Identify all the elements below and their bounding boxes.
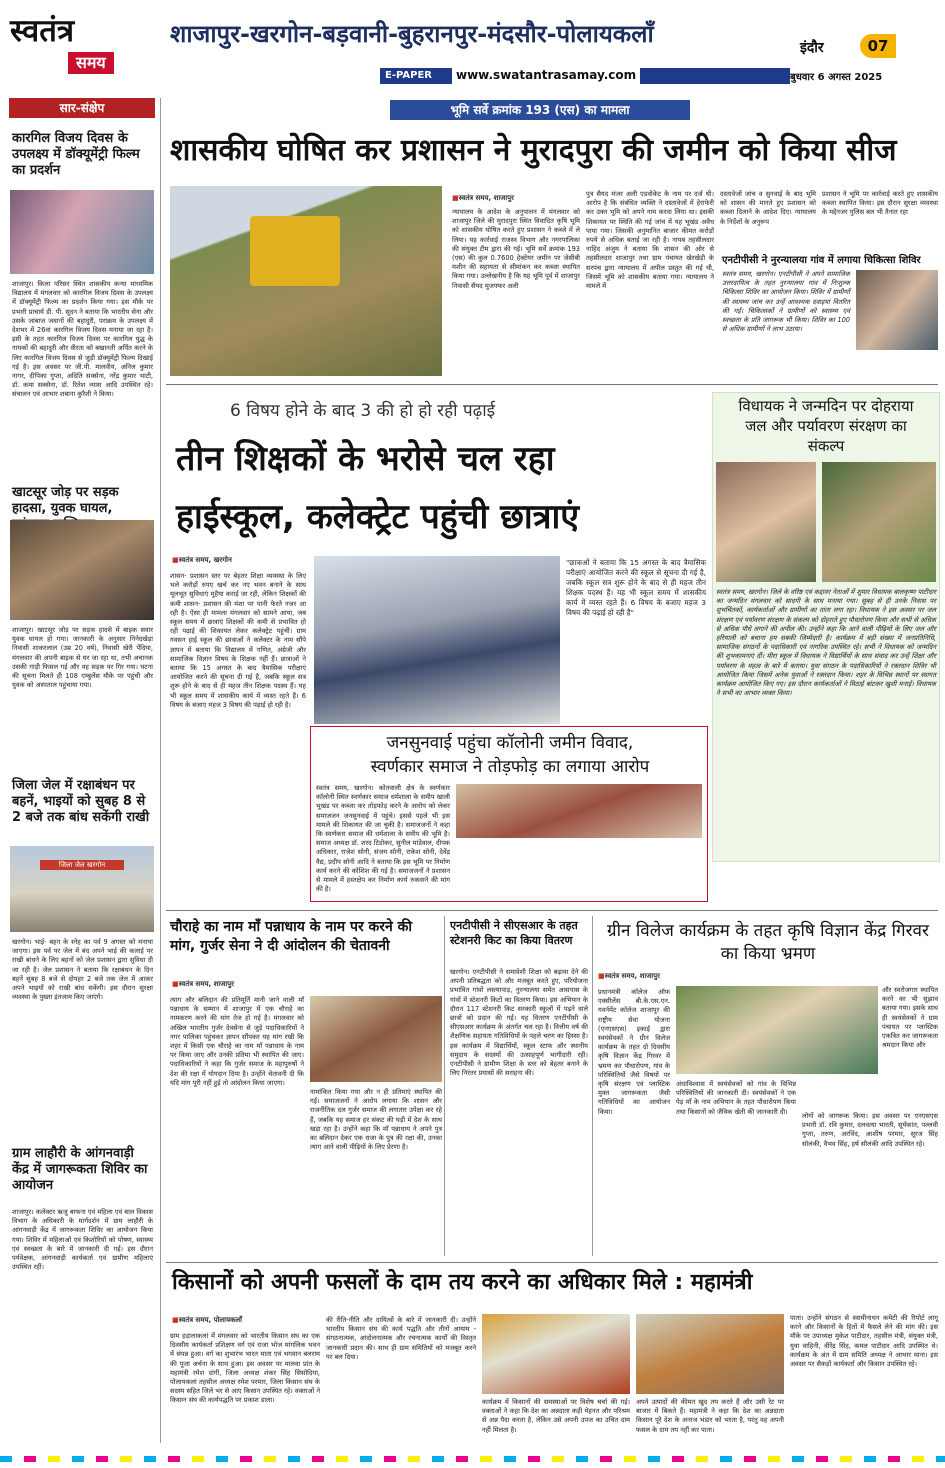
kisan-body-col1: ग्राम हड़ालाकलां में मंगलवार को भारतीय किसान संघ का एक दिवसीय कार्यकर्ता प्रशिक्षण वर्ग एवं राजा भोज मांगलिक भवन में संपन्न हुआ। वर्ग का शुभारंभ भारत माता एवं भगवान बलराम की पूजा अर्चना के साथ हुआ। इस अवसर पर मालवा प्रांत के महामंत्री रमेश दांगी, जिला अध्यक्ष शंकर सिंह सिसोदिया, पोलायकलां तहसील अध्यक्ष रमेश परमार, जिला किसान संघ के सदस्य सहित जिले भर से आए किसान उपस्थित रहे। वक्ताओं ने किसान संघ की कार्यपद्धति पर प्रकाश डाला। (170, 1332, 320, 1405)
mla-body: स्वतंत्र समय, खरगोन। जिले के वरिष्ठ एवं कद्दावर नेताओं में शुमार विधायक बालकृष्ण पाटीदार का जन्मदिन मंगलवार को सादगी के साथ मनाया गया। सुबह से ही उनके निवास पर शुभचिंतकों, कार्यकर्ताओं और ग्रामीणों का तांता लगा रहा। विधायक ने इस अवसर पर जल संरक्षण एवं पर्यावरण संरक्षण के संकल्प को दोहराते हुए पौधारोपण किया और सभी से अधिक से अधिक पौधे लगाने की अपील की। उन्होंने कहा कि आने वाली पीढ़ियों के लिए जल और हरियाली को बचाना हम सबकी जिम्मेदारी है। कार्यक्रम में बड़ी संख्या में जनप्रतिनिधि, सामाजिक संगठनों के पदाधिकारी एवं नागरिक उपस्थित रहे। सभी ने विधायक को जन्मदिन की शुभकामनाएं दीं। मीरा स्कूल में विधायक ने विद्यार्थियों के साथ संवाद कर उन्हें शिक्षा और पर्यावरण के महत्व के बारे में बताया। युवा संगठन के पदाधिकारियों ने रक्तदान शिविर भी आयोजित किया जिसमें अनेक युवाओं ने रक्तदान किया। शहर के विभिन्न स्थानों पर स्वागत कार्यक्रम आयोजित किए गए। इस दौरान कार्यकर्ताओं ने मिठाई बांटकर खुशी मनाई। विधायक ने सभी का आभार व्यक्त किया। (716, 588, 936, 698)
kisan-headline: किसानों को अपनी फसलों के दाम तय करने का अधिकार मिले : महामंत्री (172, 1270, 753, 1295)
rule-col-a (444, 916, 445, 1256)
rule-mid (166, 910, 938, 911)
sidebar-divider (160, 98, 161, 1443)
page-number: 07 (860, 34, 896, 58)
issue-date: बुधवार 6 अगस्त 2025 (790, 72, 883, 83)
kisan-body-col2: की रीति-नीति और दायित्वों के बारे में जानकारी दी। उन्होंने भारतीय किसान संघ की कार्य पद्धति और तीनों आयाम - संगठनात्मक, आंदोलनात्मक और रचनात्मक कार्यों की विस्तृत जानकारी प्रदान की। साथ ही ग्राम समितियों को मजबूत करने पर बल दिया। (326, 1316, 476, 1361)
ntpc-kit-body: खरगोन। एनटीपीसी ने समावेशी शिक्षा को बढ़ावा देने की अपनी प्रतिबद्धता को और मजबूत करते हुए, परियोजना प्रभावित गांवों लस्त्यापाड़, नुरन्यालया समेत आसपास के गांवों में स्टेशनरी किटों का वितरण किया। इस अभियान के दौरान 117 स्टेशनरी किट सरकारी स्कूलों में पढ़ने वाले छात्रों को प्रदान की गईं। यह वितरण एनटीपीसी के सीएसआर कार्यक्रम के अंतर्गत चल रहा है। वित्तीय वर्ष की शैक्षणिक सहायता गतिविधियों के पहले चरण का हिस्सा है। इस कार्यक्रम में विद्यार्थियों, स्कूल स्टाफ और स्थानीय समुदाय के सदस्यों की उत्साहपूर्ण भागीदारी रही। एनटीपीसी ने ग्रामीण शिक्षा के स्तर को बेहतर बनाने के लिए निरंतर प्रयासों की सराहना की। (450, 968, 588, 1078)
sidebar-photo-film (10, 190, 154, 274)
swarnkar-photo (456, 784, 702, 838)
sidebar-title: सार-संक्षेप (9, 98, 155, 118)
ntpc-camp-headline: एनटीपीसी ने नुरन्यालया गांव में लगाया चिकित्सा शिविर (722, 255, 921, 266)
chauraha-headline: चौराहे का नाम माँ पन्नाधाय के नाम पर करने की मांग, गुर्जर सेना ने दी आंदोलन की चेतावनी (170, 919, 413, 954)
sidebar-item-headline: खाटसूर जोड़ पर सड़क हादसा, युवक घायल, (12, 485, 119, 516)
sidebar-item-body: शाजापुर। खाटसूर जोड़ पर सड़क हादसे में बाइक सवार युवक घायल हो गया। जानकारी के अनुसार निनेदखेड़ा निवासी शाकरलाल (उम्र 20 वर्ष), निवासी खेरी पेंदिया, मंगलवार की अपनी बाइक से घर जा रहा था, तभी अचानक उसकी गाड़ी फिसल गई और वह सड़क पर गिर गया। घटना की सूचना मिलते ही 108 एम्बुलेंस मौके पर पहुंची और युवक को अस्पताल पहुंचाया गया। (12, 626, 153, 690)
sidebar-photo-jail (10, 846, 154, 932)
mla-headline: विधायक ने जन्मदिन पर दोहराया जल और पर्यावरण संरक्षण का संकल्प (738, 397, 914, 455)
logo-top: स्वतंत्र (10, 13, 75, 49)
kisan-body-col5: पाता। उन्होंने संगठन से स्वामीनाथन कमेटी की रिपोर्ट लागू करने और किसानों के हितों में फैसले लेने की मांग की। इस मौके पर उपाध्यक्ष मुकेश पाटीदार, तहसील मंत्री, संयुक्त मंत्री, युवा वाहिनी, वीरेंद्र सिंह, कमल पाटीदार आदि उपस्थित थे। कार्यक्रम के अंत में ग्राम समिति अध्यक्ष ने आभार माना। इस अवसर पर सैकड़ों कार्यकर्ता और किसान उपस्थित रहे। (790, 1314, 938, 1369)
green-headline: ग्रीन विलेज कार्यक्रम के तहत कृषि विज्ञान केंद्र गिरवर का किया भ्रमण (607, 921, 929, 964)
lead-photo-jcb (170, 186, 442, 376)
swarnkar-headline-2: स्वर्णकार समाज ने तोड़फोड़ का लगाया आरोप (370, 757, 650, 777)
logo-bottom: समय (68, 52, 114, 74)
rule-col-b (592, 916, 593, 1256)
kisan-body-col3: कार्यक्रम में किसानों की समस्याओं पर विशेष चर्चा की गई। वक्ताओं ने कहा कि देश का अन्नदाता कड़ी मेहनत और परिश्रम से अन्न पैदा करता है, लेकिन उसे अपनी उपज का उचित दाम नहीं मिलता है। (482, 1398, 630, 1434)
city-label: इंदौर (800, 40, 824, 56)
rule-low (166, 1262, 938, 1263)
masthead-logo (10, 14, 160, 76)
website-link[interactable]: www.swatantrasamay.com (452, 66, 640, 84)
lead-kicker: भूमि सर्वे क्रमांक 193 (एस) का मामला (390, 100, 690, 120)
swarnkar-headline-1: जनसुनवाई पहुंचा कॉलोनी जमीन विवाद, (386, 733, 634, 753)
green-photo (676, 986, 878, 1074)
green-body-col4: और स्वरोजगार स्थापित करने का भी सुझाव बताया गया। इसके साथ ही स्वयंसेवकों ने ग्राम पंचायत पर प्लास्टिक एकत्रित कर जागरूकता श्रमदान किया और (882, 986, 938, 1050)
chauraha-body-col1: त्याग और बलिदान की प्रतिमूर्ति मानी जाने वाली माँ पन्नाधाय के सम्मान में शाजापुर में एक चौराहे का नामकरण करने की मांग तेज हो गई है। मंगलवार को अखिल भारतीय गुर्जर देवसेना से जुड़े पदाधिकारियों ने नगर पालिका पहुंचकर ज्ञापन सौंपकर यह मांग रखी कि शहर में किसी एक चौराहे का नाम माँ पन्नाधाय के नाम पर किया जाए और उनकी प्रतिमा भी स्थापित की जाए। पदाधिकारियों ने कहा कि गुर्जर समाज के महापुरुषों ने देश की रक्षा में योगदान दिया है। उन्होंने चेतावनी दी कि यदि मांग पूरी नहीं हुई तो आंदोलन किया जाएगा। (170, 996, 304, 1087)
school-quote: "छात्राओं ने बताया कि 15 अगस्त के बाद त्रैमासिक परीक्षाएं आयोजित करने की स्कूल से सूचना दी गई है, जबकि स्कूल सत्र शुरू होने के बाद से ही महज तीन शिक्षक पदस्थ हैं। यह भी स्कूल समय में शासकीय कार्य में व्यस्त रहते हैं। 6 विषय के बजाए महज 3 विषय की पढ़ाई हो रही है" (566, 558, 706, 617)
lead-byline: ■ स्वतंत्र समय, शाजापुर (452, 194, 514, 203)
registration-strip (0, 1456, 945, 1462)
school-body: शासन- प्रशासन स्तर पर बेहतर शिक्षा व्यवस्था के लिए भले करोड़ों रुपए खर्च कर नए भवन बनाने के साथ मूलभूत सुविधाएं मुहैया कराई जा रही, लेकिन शिक्षकों की कमी शासन- प्रशासन की मंशा पर पानी फेरते नजर आ रही है। ऐसा ही मामला मंगलवार को सामने आया, जब स्कूल समय में छात्राएं शिक्षकों की कमी से प्रभावित हो रही पढ़ाई की शिकायत लेकर कलेक्ट्रेट पहुंचीं। ग्राम गवसन हाई स्कूल की छात्राओं ने कलेक्टर के नाम सौंपे ज्ञापन में बताया कि विद्यालय में गणित, अंग्रेजी और सामाजिक विज्ञान विषय के शिक्षक नहीं हैं। छात्राओं ने बताया कि 15 अगस्त के बाद त्रैमासिक परीक्षाएं आयोजित करने की सूचना दी गई है, जबकि स्कूल सत्र शुरू होने के बाद से ही महज तीन शिक्षक पदस्थ हैं। यह भी स्कूल समय में शासकीय कार्य में व्यस्त रहते हैं। 6 विषय के बजाए महज 3 विषय की पढ़ाई हो रही है। (170, 572, 306, 709)
lead-headline: शासकीय घोषित कर प्रशासन ने मुरादपुरा की जमीन को किया सीज (170, 133, 897, 168)
lead-body-col1: न्यायालय के आदेश के अनुपालन में मंगलवार को शाजापुर जिले की मुरादपुरा स्थित विवादित कृषि भूमि को शासकीय घोषित करते हुए प्रशासन ने कब्जे में ले लिया। यह कार्रवाई राजस्व विभाग और नगरपालिका की संयुक्त टीम द्वारा की गई। भूमि सर्वे क्रमांक 193 (एस) की कुल 0.7600 हेक्टेयर जमीन पर जेसीबी मशीन की सहायता से सीमांकन कर कब्जा स्थापित किया गया। उल्लेखनीय है कि यह भूमि पूर्व में शाजापुर निवासी सैयद मुजफ्फर अली (452, 208, 580, 290)
ntpc-camp-photo (856, 270, 938, 350)
ntpc-camp-body: स्वतंत्र समय, खरगोन। एनटीपीसी ने अपने सामाजिक उत्तरदायित्व के तहत नुरन्यालया गांव में निःशुल्क चिकित्सा शिविर का आयोजन किया। शिविर में ग्रामीणों की स्वास्थ्य जांच कर उन्हें आवश्यक दवाइयां वितरित की गईं। चिकित्सकों ने ग्रामीणों को स्वास्थ्य एवं स्वच्छता के प्रति जागरूक भी किया। शिविर का 100 से अधिक ग्रामीणों ने लाभ उठाया। (722, 270, 850, 334)
chauraha-photo (310, 996, 442, 1082)
kisan-photo-2 (636, 1314, 784, 1394)
sidebar-item-body: शाजापुर। कलेक्टर ऋजु बाफना एवं महिला एवं बाल विकास विभाग के अधिकारी के मार्गदर्शन में ग्राम लाहौरी के आंगनवाड़ी केंद्र में जागरूकता शिविर का आयोजन किया गया। शिविर में महिलाओं एवं किशोरियों को पोषण, स्वास्थ्य एवं स्वच्छता के बारे में जानकारी दी गई। इस दौरान पर्यवेक्षक, आंगनवाड़ी कार्यकर्ता एवं ग्रामीण महिलाएं उपस्थित रहीं। (12, 1208, 153, 1272)
green-body-col1: प्रधानमंत्री कॉलेज ऑफ एक्सीलेंस बी.के.एस.एन. गवर्नमेंट कॉलेज शाजापुर की राष्ट्रीय सेवा योजना (एनएसएस) इकाई द्वारा स्वयंसेवकों ने ग्रीन विलेज कार्यक्रम के तहत दो दिवसीय कृषि विज्ञान केंद्र गिरवर में भ्रमण कर पौधारोपण, गांव के परिस्थितियों जैसे विषयों पर कृषि संरक्षण एवं प्लास्टिक मुक्त जागरूकता जैसी गतिविधियों का आयोजन किया। (598, 988, 670, 1116)
green-body-col2: अंधाविश्वास में स्वयंसेवकों को गांव के विभिन्न परिस्थितियों की जानकारी दी। स्वयंसेवकों ने एक पेड़ माँ के नाम अभियान के तहत पौधारोपण किया तथा किसानों को जैविक खेती की जानकारी दी। (676, 1080, 796, 1116)
school-headline-2: हाईस्कूल, कलेक्ट्रेट पहुंची छात्राएं (176, 497, 580, 537)
ntpc-kit-headline: एनटीपीसी ने सीएसआर के तहत स्टेशनरी किट का किया वितरण (450, 919, 578, 947)
school-headline-1: तीन शिक्षकों के भरोसे चल रहा (176, 439, 555, 479)
lead-body-col4: प्रशासन ने भूमि पर कार्रवाई करते हुए शासकीय कब्जा स्थापित किया। इस दौरान सुरक्षा व्यवस्था के मद्देनजर पुलिस बल भी तैनात रहा (822, 190, 938, 217)
school-photo-students (314, 556, 560, 724)
kisan-photo-1 (482, 1314, 630, 1394)
kisan-body-col4: अपने उत्पादों की कीमत खुद तय करते हैं और उसी रेट पर बाजार में बिकते हैं। महामंत्री ने कहा कि देश का अन्नदाता किसान पूरे देश के अनाज भंडार को भरता है, परंतु वह अपनी फसल के दाम तय नहीं कर पाता। (636, 1398, 784, 1434)
sidebar-item-body: खरगोन। भाई- बहन के स्नेह का पर्व 9 अगस्त को मनाया जाएगा। इस पर्व पर जेल में बंद अपने भाई की कलाई पर राखी बांधने के लिए बहनों को जेल प्रशासन द्वारा सुविधा दी जा रही है। जेल प्रशासन ने बताया कि रक्षाबंधन के दिन बहनें सुबह 8 बजे से दोपहर 2 बजे तक जेल में आकर अपने भाइयों को राखी बांध सकेंगी। इस दौरान सुरक्षा व्यवस्था के पुख्ता इंतजाम किए जाएंगे। (12, 938, 153, 1002)
school-kicker: 6 विषय होने के बाद 3 की हो हो रही पढ़ाई (230, 401, 495, 421)
sidebar-photo-accident (10, 520, 154, 620)
green-body-col3: लोगों को जागरूक किया। इस अवसर पर एनएसएस प्रभारी डॉ. रवि कुमार, दलवत्या भारती, सूर्यकांत, पल्लवी गुप्ता, तरुण, अरविंद, आशीष परमार, सूरज सिंह सोलंकी, वैभव सिंह, हर्ष सौलंकी आदि उपस्थित रहे। (802, 1112, 938, 1148)
mla-photo-portrait (716, 462, 816, 582)
rule-lead (166, 384, 938, 385)
green-byline: ■ स्वतंत्र समय, शाजापुर (598, 972, 660, 981)
swarnkar-body-col1: स्वतंत्र समय, खरगोन। कोतवाली क्षेत्र के स्वर्णकार कॉलोनी स्थित स्वर्णकार समाज धर्मशाला के समीप खाली भूखंड पर कब्जा कर तोड़फोड़ करने के आरोप को लेकर समाजजन जनसुनवाई में पहुंचे। इससे पहले भी इस मामले की शिकायत की जा चुकी है। समाजजनों ने कहा कि स्वर्णकार समाज की धर्मशाला के समीप की भूमि है। समाज अध्यक्ष डॉ. शरद टिडोकर, सुनील मांडेवाल, दीपक अधिकार, राजेश सोनी, संजय सोनी, राकेश सोनी, देवेंद्र वैद्य, प्रदीप सोनी आदि ने बताया कि इस भूमि पर निर्माण कार्य करने की कोशिश की गई है। समाजजनों ने प्रशासन से मामले में हस्तक्षेप कर निर्माण कार्य रुकवाने की मांग की है। (316, 784, 450, 894)
chauraha-body-col2: नामांकित किया गया और न ही प्रतिमाएं स्थापित की गईं। समाजजनों ने आरोप लगाया कि शासन और राजनीतिक दल गुर्जर समाज की लगातार उपेक्षा कर रहे हैं, जबकि यह समाज हर संकट की घड़ी में देश के साथ खड़ा रहा है। उन्होंने कहा कि माँ पन्नाधाय ने अपने पुत्र का बलिदान देकर एक राजा के पुत्र की रक्षा की, उनका त्याग आने वाली पीढ़ियों के लिए प्रेरणा है। (310, 1088, 442, 1152)
jcb-shape (250, 216, 340, 286)
mla-photo-plantation (822, 462, 936, 582)
kisan-byline: ■ स्वतंत्र समय, पोलायकलाँ (172, 1316, 242, 1325)
school-byline: ■ स्वतंत्र समय, खरगोन (172, 556, 232, 565)
sidebar-item-headline: कारगिल विजय दिवस के उपलक्ष्य में डॉक्यूमेंट्री फिल्म का प्रदर्शन (12, 131, 140, 178)
sidebar-item-headline: जिला जेल में रक्षाबंधन पर बहनें, भाइयों को सुबह 8 से 2 बजे तक बांध सकेंगी राखी (12, 778, 150, 825)
edition-cities: शाजापुर-खरगोन-बड़वानी-बुहरानपुर-मंदसौर-पोलायकलाँ (170, 20, 654, 48)
lead-body-col3: दस्तावेजों जांच व सुनवाई के बाद भूमि को शासन की मानते हुए प्रशासन को कब्जा दिलाने के आदेश दिए। न्यायालय के निर्देशों के अनुरूप (720, 190, 816, 226)
lead-body-col2: पुत्र सैयद मंजर अली एडवोकेट के नाम पर दर्ज थी। आरोप है कि संबंधित व्यक्ति ने दस्तावेजों में हेराफेरी कर उक्त भूमि को अपने नाम करवा लिया था। इसकी शिकायत पर स्थिति की गई जांच में यह भूखंड अवैध पाया गया। जिसकी अनुमानित बाजार कीमत करोड़ों रुपये से अधिक बताई जा रही है। नायब तहसीलदार नाहिद अंजुम ने बताया कि शासन की ओर से तहसीलदार शाजापुर तथा ग्राम पंचायत खेरखेड़ी के सरपंच द्वारा न्यायालय में अपील प्रस्तुत की गई थी, जिसमें भूमि को शासकीय बताया गया। न्यायालय ने मामले में (586, 190, 714, 291)
sidebar-item-headline: ग्राम लाहौरी के आंगनवाड़ी केंद्र में जागरूकता शिविर का आयोजन (12, 1146, 148, 1193)
jail-sign: जिला जेल खरगोन (40, 860, 124, 870)
sidebar-item-body: शाजापुर। किला परिसर स्थित शासकीय कन्या माध्यमिक विद्यालय में मंगलवार को कारगिल विजय दिवस के उपलक्ष्य में डॉक्यूमेंट्री फिल्म का प्रदर्शन किया गया। इस मौके पर प्रभारी प्राचार्य डी. पी. सूदन ने बताया कि भारतीय सेना और उसके जांबाज जवानों की बहादुरी, पराक्रम के उपलक्ष्य में देशभर में 26वां कारगिल विजय दिवस मनाया जा रहा है। इसी के तहत कारगिल विजय दिवस पर कारगिल युद्ध के नायकों की बहादुरी और वीरता को बखानती अर्पित करने के लिए कारगिल विजय दिवस से जुड़ी डॉक्यूमेंट्री फिल्म दिखाई गई है। इस अवसर पर जी.पी. मालवीय, अनिल कुमार नागर, दीपिका गुप्ता, अदिति सक्सेना, नरेंद्र कुमार भाटी, डॉ. कमा सक्सेना, डॉ. रितेश व्यास आदि उपस्थित रहे। संचालन एवं आभार शबाना कुरैशी ने किया। (12, 280, 153, 399)
epaper-label: E-PAPER (385, 70, 432, 81)
chauraha-byline: ■ स्वतंत्र समय, शाजापुर (172, 980, 234, 989)
